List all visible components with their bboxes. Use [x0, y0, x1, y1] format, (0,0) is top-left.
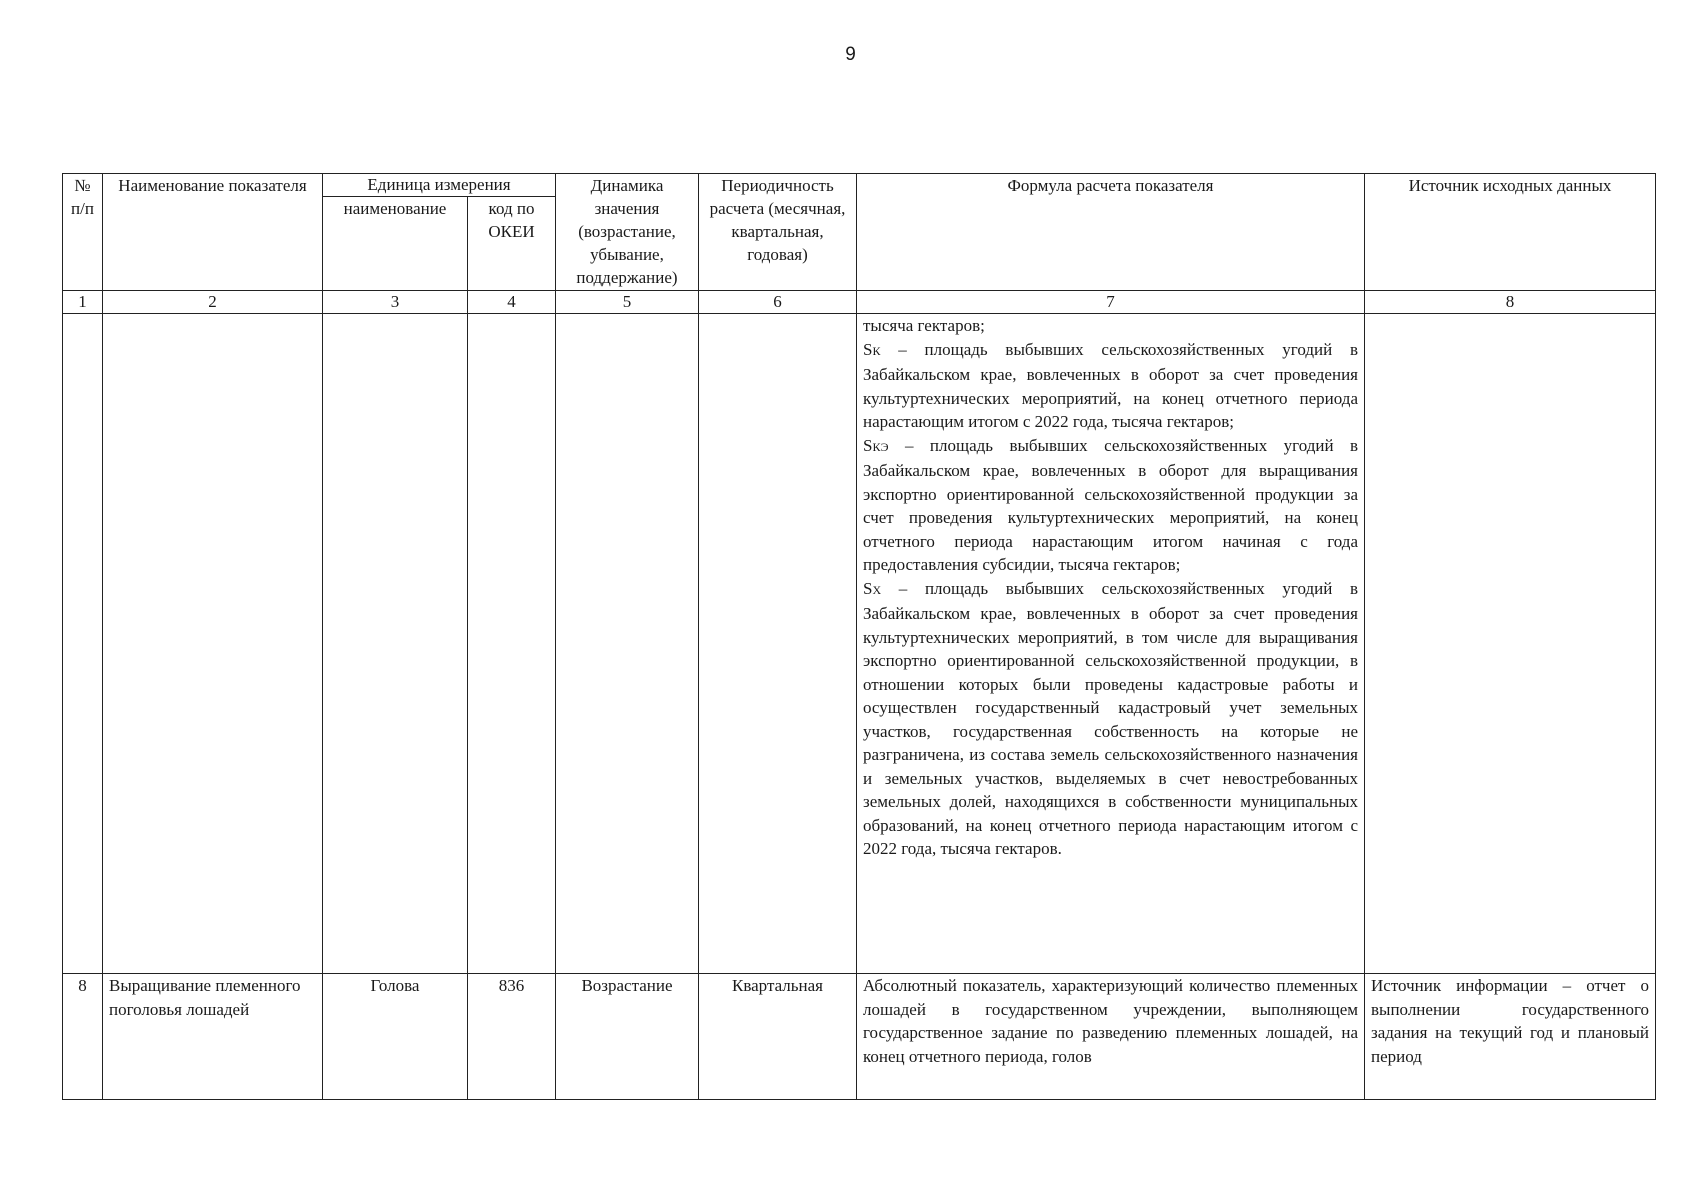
sk-symbol: S	[863, 339, 873, 359]
header-formula: Формула расчета показателя	[857, 174, 1365, 291]
column-number: 3	[323, 291, 468, 314]
header-periodicity: Периодичность расчета (месячная, квартальная, годовая)	[699, 174, 857, 291]
formula-continuation	[857, 314, 1365, 974]
column-number: 8	[1365, 291, 1656, 314]
column-number: 4	[468, 291, 556, 314]
indicators-table	[62, 173, 1656, 1100]
page-number: 9	[845, 44, 856, 65]
header-unit-group: Единица измерения	[323, 174, 556, 197]
formula-value: Абсолютный показатель, характеризующий количество племенных лошадей в государственном учреждении, выполняющем государственное задание по разведению племенных лошадей, на конец отчетного периода, голов	[857, 974, 1365, 1100]
column-number: 5	[556, 291, 699, 314]
sx-subscript: Х	[872, 582, 882, 597]
column-number: 2	[103, 291, 323, 314]
header-dynamics: Динамика значения (возрастание, убывание, поддержание)	[556, 174, 699, 291]
periodicity-value: Квартальная	[699, 974, 857, 1100]
sk-subscript: К	[872, 343, 881, 358]
dynamics-value: Возрастание	[556, 974, 699, 1100]
continuation-row	[63, 314, 1656, 974]
sk-text: – площадь выбывших сельскохозяйственных угодий в Забайкальском крае, вовлеченных в оборот за счет проведения культуртехнических мероприятий, на конец отчетного периода нарастающим итогом с 2022 года, тысяча гектаров;	[863, 339, 1358, 431]
column-number: 7	[857, 291, 1365, 314]
header-unit-name: наименование	[323, 197, 468, 291]
sx-text: – площадь выбывших сельскохозяйственных угодий в Забайкальском крае, вовлеченных в оборот за счет проведения культуртехнических мероприятий, в том числе для выращивания экспортно ориентированной сельскохозяйственной продукции, в отношении которых были проведены кадастровые работы и осуществлен государственный кадастровый учет земельных участков, государственная собственность на которые не разграничена, из состава земель сельскохозяйственного назначения и земельных участков, выделяемых в счет невостребованных земельных долей, находящихся в собственности муниципальных образований, на конец отчетного периода нарастающим итогом с 2022 года, тысяча гектаров.	[863, 578, 1358, 858]
ske-symbol: S	[863, 435, 873, 455]
formula-sk-definition	[863, 338, 1358, 434]
formula-line: тысяча гектаров;	[863, 316, 985, 335]
header-num: № п/п	[63, 174, 103, 291]
header-unit-code: код по ОКЕИ	[468, 197, 556, 291]
ske-text: – площадь выбывших сельскохозяйственных угодий в Забайкальском крае, вовлеченных в оборот для выращивания экспортно ориентированной сельскохозяйственной продукции за счет проведения культуртехнических мероприятий, на конец отчетного периода нарастающим итогом начиная с года предоставления субсидии, тысяча гектаров;	[863, 435, 1358, 574]
column-number: 6	[699, 291, 857, 314]
header-source: Источник исходных данных	[1365, 174, 1656, 291]
unit-name: Голова	[323, 974, 468, 1100]
column-numbers-row	[63, 291, 1656, 314]
sx-symbol: S	[863, 578, 873, 598]
row-number: 8	[63, 974, 103, 1100]
table-row	[63, 974, 1656, 1100]
formula-sx-definition	[863, 577, 1358, 861]
ske-subscript: КЭ	[872, 439, 889, 454]
unit-code: 836	[468, 974, 556, 1100]
column-number: 1	[63, 291, 103, 314]
indicator-name: Выращивание племенного поголовья лошадей	[103, 974, 323, 1100]
header-name: Наименование показателя	[103, 174, 323, 291]
source-value: Источник информации – отчет о выполнении государственного задания на текущий год и плановый период	[1365, 974, 1656, 1100]
formula-ske-definition	[863, 434, 1358, 577]
